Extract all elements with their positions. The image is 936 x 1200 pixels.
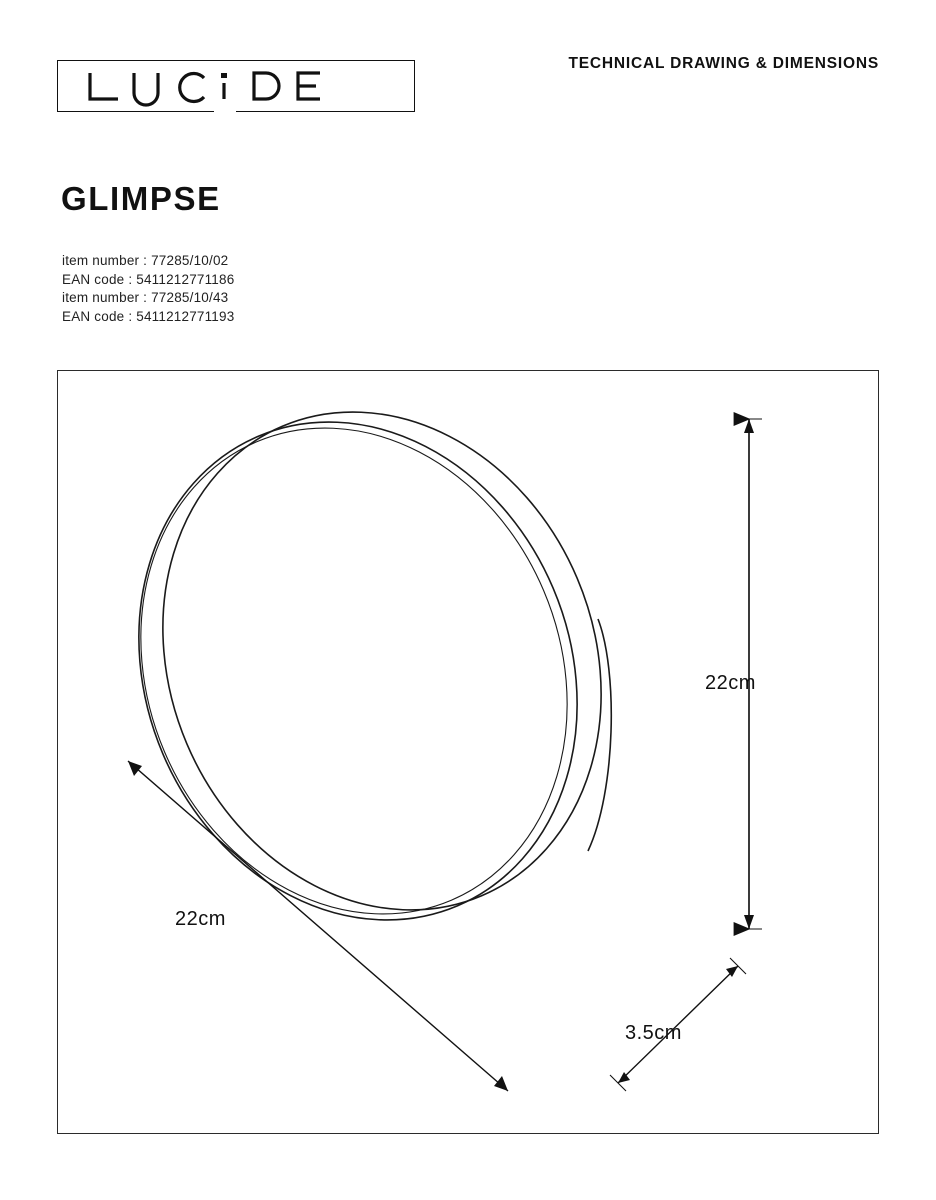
dimension-label-diameter: 22cm [175,908,226,930]
lucide-logo-icon [58,61,416,113]
meta-ean-code-2: EAN code : 5411212771193 [62,308,235,324]
header-title: TECHNICAL DRAWING & DIMENSIONS [568,55,879,72]
dimension-label-depth: 3.5cm [625,1022,682,1044]
page-title: GLIMPSE [61,180,221,217]
lamp-body-shape [63,371,677,989]
meta-item-number-1: item number : 77285/10/02 [62,253,229,268]
meta-item-number-2: item number : 77285/10/43 [62,290,229,306]
page-header [57,54,879,114]
product-technical-drawing [58,371,880,1135]
meta-ean-code-1: EAN code : 5411212771186 [62,271,235,287]
logo-dot-icon [221,73,227,78]
brand-logo [57,60,415,112]
dimension-label-height: 22cm [705,672,756,694]
technical-drawing-frame [57,370,879,1134]
product-meta [62,252,234,326]
